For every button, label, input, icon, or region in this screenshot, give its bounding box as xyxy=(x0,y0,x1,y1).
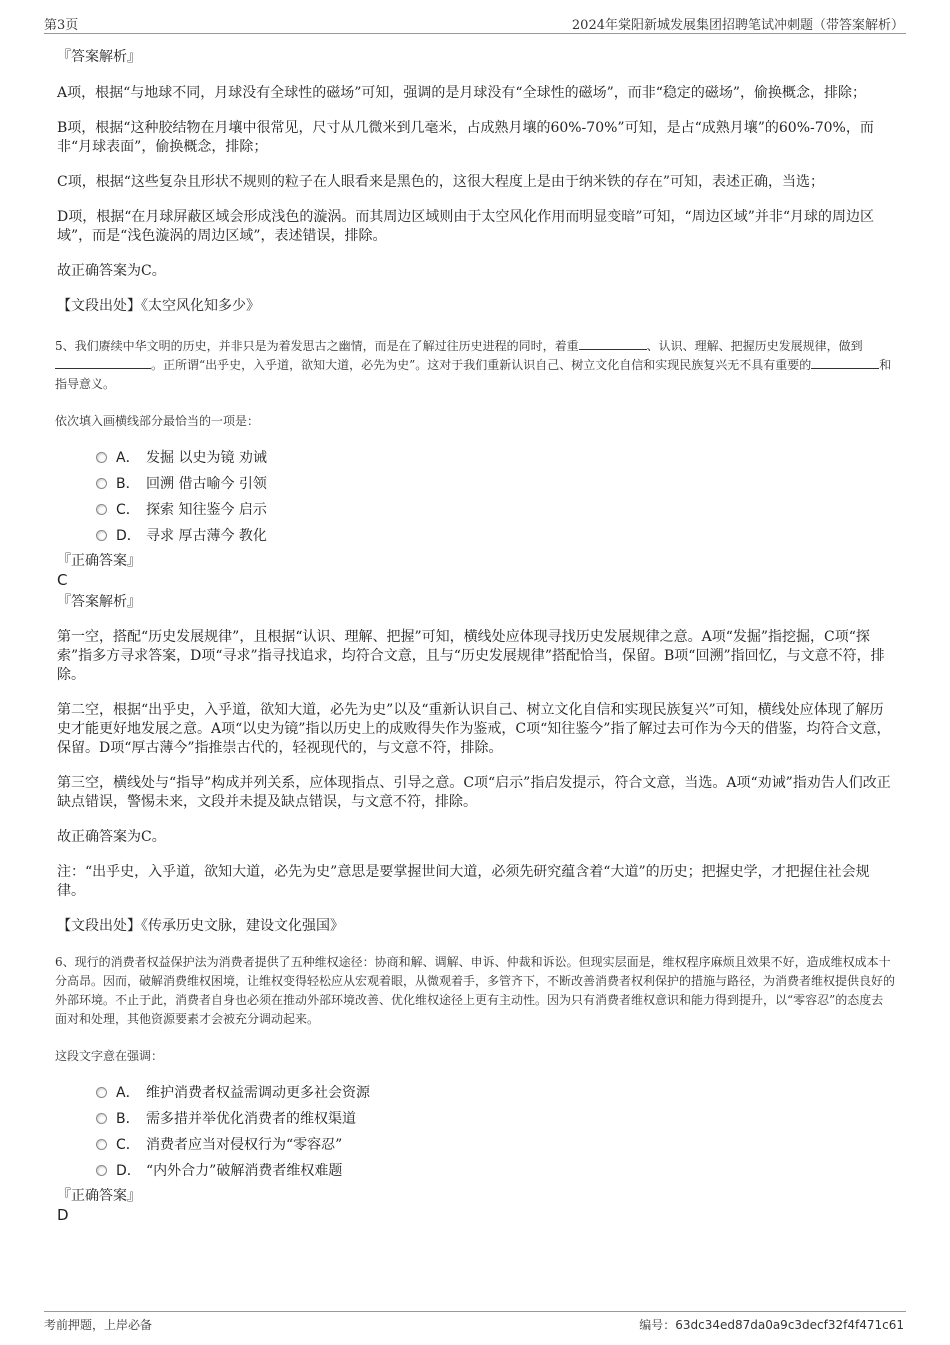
page-content xyxy=(0,44,950,1225)
page-footer xyxy=(0,1305,950,1345)
question-6-stem: 6、现行的消费者权益保护法为消费者提供了五种维权途径：协商和解、调解、申诉、仲裁和诉讼。但现实层面是，维权程序麻烦且效果不好，造成维权成本十分高昂。因而，破解消费维权困境，让维权变得轻松应从宏观着眼，从微观着手，多管齐下，不断改善消费者权利保护的措施与路径，为消费者维权提供良好的外部环境。不止于此，消费者自身也必须在推动外部环境改善、优化维权途径上更有主动性。因为只有消费者维权意识和能力得到提升，以“零容忍”的态度去面对和处理，其他资源要素才会被充分调动起来。 xyxy=(55,955,896,1026)
radio-button[interactable] xyxy=(96,478,107,489)
radio-button[interactable] xyxy=(96,1165,107,1176)
analysis-paragraph: 第三空，横线处与“指导”构成并列关系，应体现指点、引导之意。C项“启示”指启发提示，符合文意，当选。A项“劝诫”指劝告人们改正缺点错误，警惕未来，文段并未提及缺点错误，与文意不符，排除。 xyxy=(57,775,891,810)
option-c[interactable]: C． 消费者应当对侵权行为“零容忍” xyxy=(96,1131,950,1157)
option-b[interactable]: B． 需多措并举优化消费者的维权渠道 xyxy=(96,1105,950,1131)
correct-answer-label: 『正确答案』 xyxy=(57,553,141,569)
question-5-prompt: 依次填入画横线部分最恰当的一项是： xyxy=(55,414,260,428)
analysis-paragraph: C项，根据“这些复杂且形状不规则的粒子在人眼看来是黑色的，这很大程度上是由于纳米铁的存在”可知，表述正确，当选； xyxy=(57,174,825,190)
question-5-stem: 5、我们赓续中华文明的历史，并非只是为着发思古之幽情，而是在了解过往历史进程的同时，着重 、认识、理解、把握历史发展规律，做到。正所谓“出乎史，入乎道，欲知大道，必先为史”。这对于我们重新认识自己、树立文化自信和实现民族复兴无不具有重要的 和指导意义。 xyxy=(55,339,892,391)
option-d[interactable]: D． “内外合力”破解消费者维权难题 xyxy=(96,1157,950,1183)
fill-blank xyxy=(811,356,879,369)
answer-summary: 故正确答案为C。 xyxy=(57,263,166,279)
radio-button[interactable] xyxy=(96,452,107,463)
option-a[interactable]: A． 发掘 以史为镜 劝诫 xyxy=(96,444,950,470)
document-code: 编号：63dc34ed87da0a9c3decf32f4f471c61 xyxy=(639,1318,904,1332)
radio-button[interactable] xyxy=(96,530,107,541)
option-b[interactable]: B． 回溯 借古喻今 引领 xyxy=(96,470,950,496)
passage-source: 【文段出处】《传承历史文脉，建设文化强国》 xyxy=(57,918,344,934)
radio-button[interactable] xyxy=(96,1139,107,1150)
radio-button[interactable] xyxy=(96,1113,107,1124)
option-a[interactable]: A． 维护消费者权益需调动更多社会资源 xyxy=(96,1079,950,1105)
radio-button[interactable] xyxy=(96,1087,107,1098)
document-title: 2024年棠阳新城发展集团招聘笔试冲刺题（带答案解析） xyxy=(571,18,904,33)
analysis-paragraph: B项，根据“这种胶结物在月壤中很常见，尺寸从几微米到几毫米，占成熟月壤的60%-70%”可知，是占“成熟月壤”的60%-70%，而非“月球表面”，偷换概念，排除； xyxy=(57,120,874,155)
question-5-options xyxy=(96,444,950,548)
analysis-paragraph: 第二空，根据“出乎史，入乎道，欲知大道，必先为史”以及“重新认识自己、树立文化自信和实现民族复兴”可知，横线处应体现了解历史才能更好地发展之意。A项“以史为镜”指以历史上的成败得失作为鉴戒，C项“知往鉴今”指了解过去可作为今天的借鉴，均符合文意，保留。D项“厚古薄今”指推崇古代的，轻视现代的，与文意不符，排除。 xyxy=(57,702,891,756)
question-6-prompt: 这段文字意在强调： xyxy=(55,1049,164,1063)
analysis-paragraph: D项，根据“在月球屏蔽区域会形成浅色的漩涡。而其周边区域则由于太空风化作用而明显变暗”可知，“周边区域”并非“月球的周边区域”，而是“浅色漩涡的周边区域”，表述错误，排除。 xyxy=(57,209,875,244)
footer-slogan: 考前押题，上岸必备 xyxy=(44,1318,153,1332)
correct-answer: D xyxy=(57,1206,69,1224)
passage-source: 【文段出处】《太空风化知多少》 xyxy=(57,298,260,314)
analysis-paragraph: A项，根据“与地球不同，月球没有全球性的磁场”可知，强调的是月球没有“全球性的磁场”，而非“稳定的磁场”，偷换概念，排除； xyxy=(57,85,867,101)
footer-divider xyxy=(44,1311,906,1312)
header-divider xyxy=(44,33,906,34)
question-6-options xyxy=(96,1079,950,1183)
fill-blank xyxy=(55,356,151,369)
option-c[interactable]: C． 探索 知往鉴今 启示 xyxy=(96,496,950,522)
correct-answer-label: 『正确答案』 xyxy=(57,1188,141,1204)
page-number: 第3页 xyxy=(44,18,79,33)
analysis-label: 『答案解析』 xyxy=(57,49,141,65)
analysis-note: 注：“出乎史，入乎道，欲知大道，必先为史”意思是要掌握世间大道，必须先研究蕴含着“大道”的历史；把握史学，才把握住社会规律。 xyxy=(57,864,870,899)
correct-answer: C xyxy=(57,571,68,589)
radio-button[interactable] xyxy=(96,504,107,515)
fill-blank xyxy=(579,337,647,350)
answer-summary: 故正确答案为C。 xyxy=(57,829,166,845)
page-header xyxy=(0,0,950,36)
analysis-label: 『答案解析』 xyxy=(57,594,141,610)
analysis-paragraph: 第一空，搭配“历史发展规律”，且根据“认识、理解、把握”可知，横线处应体现寻找历史发展规律之意。A项“发掘”指挖掘，C项“探索”指多方寻求答案，D项“寻求”指寻找追求，均符合文意，且与“历史发展规律”搭配恰当，保留。B项“回溯”指回忆，与文意不符，排除。 xyxy=(57,629,885,683)
option-d[interactable]: D． 寻求 厚古薄今 教化 xyxy=(96,522,950,548)
